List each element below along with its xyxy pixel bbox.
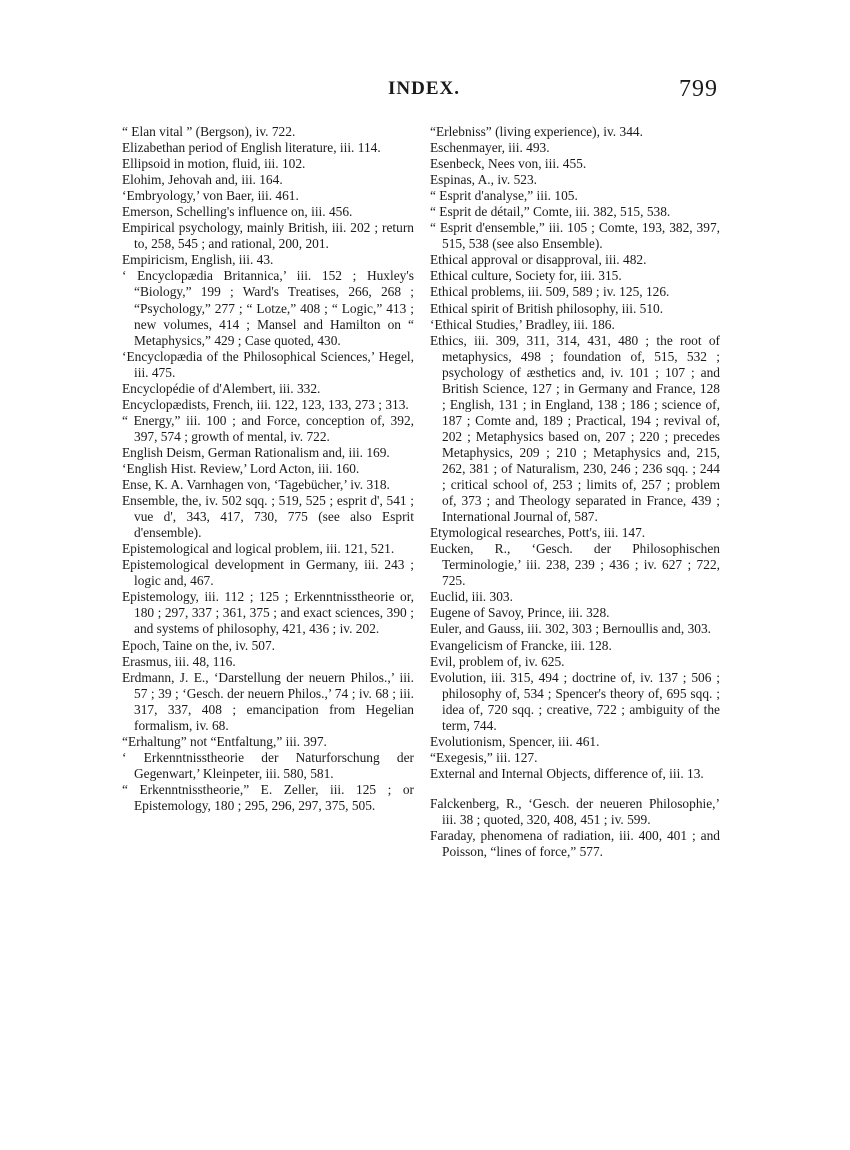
index-entry: Eucken, R., ‘Gesch. der Philosophischen Terminologie,’ iii. 238, 239 ; 436 ; iv. 627 ; 722, 725. <box>430 541 720 589</box>
index-entry: “Erhaltung” not “Entfaltung,” iii. 397. <box>122 733 327 749</box>
index-entry: Elizabethan period of English literature, iii. 114. <box>122 140 381 156</box>
page-header <box>118 76 718 106</box>
index-entry: Espinas, A., iv. 523. <box>430 172 537 188</box>
index-entry: ‘Encyclopædia of the Philosophical Sciences,’ Hegel, iii. 475. <box>122 348 414 380</box>
index-entry: Encyclopédie of d'Alembert, iii. 332. <box>122 380 321 396</box>
index-entry: Epistemology, iii. 112 ; 125 ; Erkenntnisstheorie or, 180 ; 297, 337 ; 361, 375 ; and exact sciences, 390 ; and systems of philosophy, 421, 436 ; iv. 202. <box>122 589 414 637</box>
index-entry: “ Elan vital ” (Bergson), iv. 722. <box>122 124 296 139</box>
index-entry: “ Esprit d'analyse,” iii. 105. <box>430 188 578 204</box>
index-entry: Emerson, Schelling's influence on, iii. 456. <box>122 204 353 220</box>
index-entry: “ Energy,” iii. 100 ; and Force, conception of, 392, 397, 574 ; growth of mental, iv. 722. <box>122 412 414 444</box>
running-title: INDEX. <box>388 78 460 99</box>
index-column-right <box>430 124 720 860</box>
index-entry: “ Esprit de détail,” Comte, iii. 382, 515, 538. <box>430 204 671 220</box>
index-entry: Euler, and Gauss, iii. 302, 303 ; Bernoullis and, 303. <box>430 621 712 637</box>
index-entry: ‘ Encyclopædia Britannica,’ iii. 152 ; Huxley's “Biology,” 199 ; Ward's Treatises, 266, 268 ; “Psychology,” 277 ; “ Lotze,” 408 ; “ Logic,” 413 ; new volumes, 414 ; Mansel and Hamilton on “ Metaphysics,” 429 ; Case quoted, 430. <box>122 268 414 348</box>
index-entry: “ Erkenntnisstheorie,” E. Zeller, iii. 125 ; or Epistemology, 180 ; 295, 296, 297, 375, 505. <box>122 781 414 813</box>
index-entry: Elohim, Jehovah and, iii. 164. <box>122 172 283 188</box>
index-entry: ‘English Hist. Review,’ Lord Acton, iii. 160. <box>122 460 360 476</box>
index-entry: English Deism, German Rationalism and, iii. 169. <box>122 444 390 460</box>
index-entry: Falckenberg, R., ‘Gesch. der neueren Philosophie,’ iii. 38 ; quoted, 320, 408, 451 ; iv. 599. <box>430 795 720 827</box>
page-number: 799 <box>679 76 718 102</box>
index-entry: “Erlebniss” (living experience), iv. 344. <box>430 124 643 139</box>
index-entry: Evil, problem of, iv. 625. <box>430 653 565 669</box>
index-entry: ‘Ethical Studies,’ Bradley, iii. 186. <box>430 316 615 332</box>
index-entry: Evolutionism, Spencer, iii. 461. <box>430 733 600 749</box>
index-column-left <box>122 124 414 814</box>
index-entry: Etymological researches, Pott's, iii. 147. <box>430 525 646 541</box>
index-entry: ‘Embryology,’ von Baer, iii. 461. <box>122 188 299 204</box>
index-entry: Ethical approval or disapproval, iii. 482. <box>430 252 647 268</box>
index-entry: Epoch, Taine on the, iv. 507. <box>122 637 276 653</box>
index-entry: Eschenmayer, iii. 493. <box>430 140 550 156</box>
index-entry: Ethical culture, Society for, iii. 315. <box>430 268 622 284</box>
index-entry: Ethical spirit of British philosophy, iii. 510. <box>430 300 664 316</box>
index-entry: Epistemological development in Germany, iii. 243 ; logic and, 467. <box>122 557 414 589</box>
index-entry: “ Esprit d'ensemble,” iii. 105 ; Comte, 193, 382, 397, 515, 538 (see also Ensemble). <box>430 220 720 252</box>
index-entry: Empirical psychology, mainly British, iii. 202 ; return to, 258, 545 ; and rational, 200, 201. <box>122 220 414 252</box>
index-entry: Ellipsoid in motion, fluid, iii. 102. <box>122 156 306 172</box>
index-entry: Ethical problems, iii. 509, 589 ; iv. 125, 126. <box>430 284 670 300</box>
index-entry: “Exegesis,” iii. 127. <box>430 749 538 765</box>
index-entry: Erdmann, J. E., ‘Darstellung der neuern Philos.,’ iii. 57 ; 39 ; ‘Gesch. der neuern Philos.,’ 74 ; iv. 68 ; iii. 317, 337, 408 ; emancipation from Hegelian formalism, iv. 68. <box>122 669 414 733</box>
index-entry: Epistemological and logical problem, iii. 121, 521. <box>122 541 395 557</box>
index-entry: Ethics, iii. 309, 311, 314, 431, 480 ; the root of metaphysics, 498 ; foundation of, 515, 532 ; psychology of æsthetics and, iv. 101 ; 107 ; and British Science, 127 ; in Germany and France, 128 ; English, 131 ; in England, 138 ; 186 ; science of, 187 ; Comte and, 189 ; Practical, 194 ; revival of, 202 ; Metaphysics based on, 207 ; 220 ; precedes Metaphysics, 209 ; 210 ; Metaphysics and, 215, 262, 381 ; of Naturalism, 230, 246 ; 236 sqq. ; 244 ; critical school of, 253 ; limits of, 257 ; problem of, 373 ; and Theology separated in France, 439 ; International Journal of, 587. <box>430 332 720 525</box>
index-entry: Empiricism, English, iii. 43. <box>122 252 274 268</box>
index-entry: ‘ Erkenntnisstheorie der Naturforschung der Gegenwart,’ Kleinpeter, iii. 580, 581. <box>122 749 414 781</box>
index-entry: Erasmus, iii. 48, 116. <box>122 653 236 669</box>
index-entry: External and Internal Objects, difference of, iii. 13. <box>430 765 704 781</box>
index-entry: Ense, K. A. Varnhagen von, ‘Tagebücher,’ iv. 318. <box>122 477 390 493</box>
index-entry: Eugene of Savoy, Prince, iii. 328. <box>430 605 610 621</box>
index-entry: Evolution, iii. 315, 494 ; doctrine of, iv. 137 ; 506 ; philosophy of, 534 ; Spencer's theory of, 695 sqq. ; idea of, 720 sqq. ; creative, 722 ; ambiguity of the term, 744. <box>430 669 720 733</box>
index-entry: Esenbeck, Nees von, iii. 455. <box>430 156 587 172</box>
index-entry: Ensemble, the, iv. 502 sqq. ; 519, 525 ; esprit d', 541 ; vue d', 343, 417, 730, 775 (see also Esprit d'ensemble). <box>122 493 414 541</box>
index-entry: Euclid, iii. 303. <box>430 589 513 605</box>
index-entry: Evangelicism of Francke, iii. 128. <box>430 637 612 653</box>
index-entry: Encyclopædists, French, iii. 122, 123, 133, 273 ; 313. <box>122 396 409 412</box>
index-entry: Faraday, phenomena of radiation, iii. 400, 401 ; and Poisson, “lines of force,” 577. <box>430 828 720 860</box>
